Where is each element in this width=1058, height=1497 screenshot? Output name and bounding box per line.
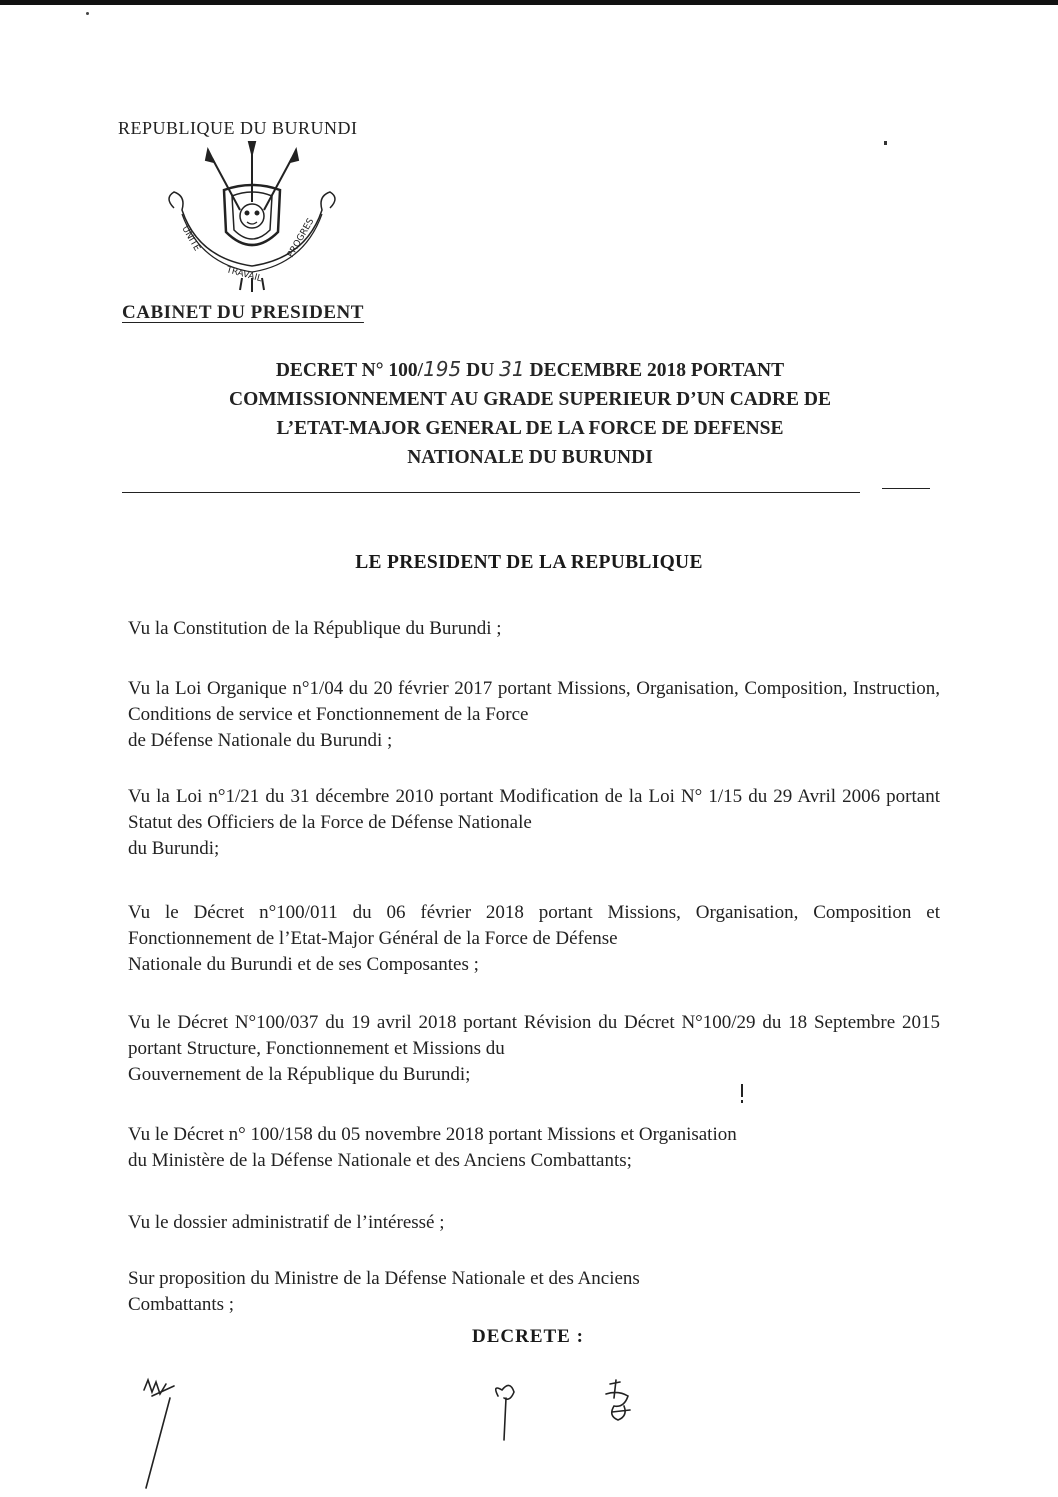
consideration-paragraph: Vu la Loi Organique n°1/04 du 20 février 2017 portant Missions, Organisation, Composition, Instruction, Conditions de service et Fonctionnement de la Force de Défense Nationale du Burundi ; bbox=[128, 678, 940, 751]
consideration-paragraph: Vu le Décret n°100/011 du 06 février 2018 portant Missions, Organisation, Composition et Fonctionnement de l’Etat-Major Général de la Force de Défense Nationale du Burundi et de ses Composantes ; bbox=[128, 902, 940, 975]
president-heading: LE PRESIDENT DE LA REPUBLIQUE bbox=[355, 552, 703, 573]
title-suffix: DECEMBRE 2018 PORTANT bbox=[524, 360, 785, 381]
title-line-1 bbox=[110, 355, 950, 385]
consideration-paragraph: Sur proposition du Ministre de la Défense Nationale et des Anciens Combattants ; bbox=[128, 1268, 640, 1315]
consideration-paragraph: Vu la Constitution de la République du Burundi ; bbox=[128, 618, 502, 639]
title-line-4: NATIONALE DU BURUNDI bbox=[407, 447, 653, 468]
scan-top-border bbox=[0, 0, 1058, 5]
handwritten-decree-number: 195 bbox=[423, 357, 462, 381]
initials-signatures-icon bbox=[130, 1376, 690, 1496]
title-line-2: COMMISSIONNEMENT AU GRADE SUPERIEUR D’UN CADRE DE bbox=[228, 389, 832, 410]
consideration-paragraph: Vu le Décret n° 100/158 du 05 novembre 2018 portant Missions et Organisation du Ministère de la Défense Nationale et des Anciens Combattants; bbox=[128, 1124, 737, 1171]
office-header: CABINET DU PRESIDENT bbox=[122, 302, 364, 323]
title-mid: DU bbox=[461, 360, 500, 381]
coat-of-arms-emblem-icon bbox=[152, 140, 352, 300]
scan-speck bbox=[86, 12, 89, 15]
consideration-paragraph: Vu le Décret N°100/037 du 19 avril 2018 portant Révision du Décret N°100/29 du 18 Septembre 2015 portant Structure, Fonctionnement et Missions du Gouvernement de la République du Burundi; bbox=[128, 1012, 940, 1085]
motto-unite: UNITE bbox=[179, 224, 202, 254]
scan-speck bbox=[884, 141, 887, 145]
decree-title bbox=[110, 355, 950, 472]
motto-travail: TRAVAIL bbox=[225, 265, 263, 285]
title-prefix: DECRET N° 100/ bbox=[275, 360, 424, 381]
handwritten-day: 31 bbox=[499, 357, 525, 381]
title-divider bbox=[122, 492, 860, 493]
consideration-paragraph: Vu la Loi n°1/21 du 31 décembre 2010 portant Modification de la Loi N° 1/15 du 29 Avril 2006 portant Statut des Officiers de la Force de Défense Nationale du Burundi; bbox=[128, 786, 940, 859]
decrete-label: DECRETE : bbox=[472, 1326, 584, 1347]
ink-mark-icon bbox=[740, 1084, 744, 1104]
title-line-3: L’ETAT-MAJOR GENERAL DE LA FORCE DE DEFENSE bbox=[276, 418, 784, 439]
consideration-paragraph: Vu le dossier administratif de l’intéressé ; bbox=[128, 1212, 445, 1233]
country-header: REPUBLIQUE DU BURUNDI bbox=[118, 118, 358, 138]
title-divider-short bbox=[882, 488, 930, 489]
motto-progres: PROGRES bbox=[285, 216, 317, 260]
